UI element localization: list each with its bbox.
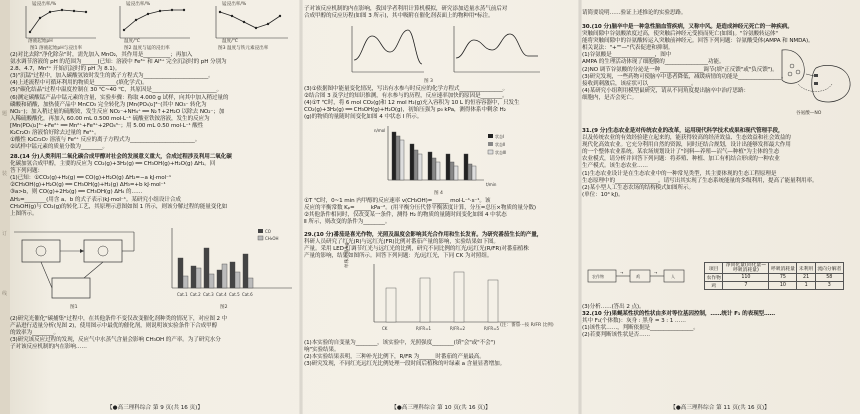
q28-part4: [304, 198, 578, 226]
tick-label: Cat.4: [216, 292, 227, 297]
text-line: (4)①T ℃时，将 6 mol CO₂(g)和 12 mol H₂(g)充入容积为 10 L 的恒容容器中，只发生: [304, 100, 520, 107]
text-line: 入稀硫酸酸化，再加入 60.00 mL 0.500 mol·L⁻¹ 硫酸亚铁铵溶液，发生的反应为: [10, 115, 210, 122]
bar: [204, 248, 209, 288]
text-line: (1)生态农业设计是在生态农业中的一种常见类型，其主要体现的生态工程原理是: [582, 170, 777, 177]
flow-arrow: →: [620, 270, 624, 275]
text-line: 答下列问题：: [10, 168, 43, 175]
energy-flow-table: [704, 262, 844, 290]
bar: [248, 278, 253, 288]
text-line: [Mn(PO₄)₂]³⁻+Fe²⁺ ══ Mn²⁺+Fe³⁺+2PO₄³⁻；用 5.00 mL 0.50 mol·L⁻¹ 酸性: [10, 122, 204, 129]
text-line: CO₂(g)+3H₂(g) ══ CH₃OH(g)+H₂O(g)，初始压强为 p₀ kPa，测得体系中剩余 H₂: [304, 107, 506, 114]
bar: [178, 258, 183, 288]
catalyst-bar-chart: [160, 224, 296, 304]
question-heading: 28.(14 分)人类利用二氧化碳合成甲醇对社会的发展意义重大，合成过程涉及利用二氧化碳: [10, 154, 232, 160]
bar: [222, 264, 227, 288]
axis-label: t/min: [486, 182, 497, 187]
text-line: (3)"沉锰"过程中，加入碳酸氢铵时发生的离子方程式为________________________。: [10, 73, 214, 80]
bar: [392, 132, 396, 180]
bar: [414, 150, 418, 180]
binding-label: 线: [2, 291, 8, 297]
page-footer: 【●高三理科综合 第 10 页(共 16 页)】: [391, 405, 491, 411]
figure-caption: 谷氨酸—NO: [796, 111, 822, 116]
text-line: (单位：10⁴ kJ)。: [582, 191, 624, 198]
legend-label: 状态Ⅱ: [495, 142, 505, 147]
text-line: 响"实验结果。: [304, 347, 340, 354]
tick-label: Cat.3: [203, 292, 214, 297]
tick-label: R/FR=2: [450, 326, 466, 331]
q29-questions: [304, 340, 578, 368]
binding-label: 装: [2, 171, 8, 177]
legend-label: CH₃OH: [265, 236, 279, 241]
bar: [454, 272, 464, 322]
table-row: [705, 274, 844, 282]
text-line: (2)研究光催化"碳捕集"过程中，在其他条件不变仅改变催化剂种类的情况下，对应图 2 中: [10, 316, 228, 322]
binding-label: 题: [2, 111, 8, 117]
text-line: 产量。采用 LED 灯调节红光与远红光的比例，研究不同比例的红光/远红光(R/FR)对番茄植株: [304, 246, 529, 253]
text-line: ②试样中锰元素的质量分数为________。: [10, 144, 108, 151]
text-line: 请简要说明……验证上述推论的实验思路。: [582, 10, 687, 16]
text-line: (2)若要判断该性状是否……: [582, 332, 651, 339]
bar: [217, 270, 222, 288]
page-footer: 【●高三理科综合 第 11 页(共 16 页)】: [670, 405, 770, 411]
bar: [196, 268, 201, 288]
text-line: (2)NO 调节谷氨酸的分泌是一种________________调节(填"正反馈"或"负反馈")。: [582, 66, 778, 73]
figure-caption: 图2: [220, 305, 228, 310]
text-line: (1)谷氨酸是________________，图中: [582, 52, 672, 59]
text-line: (g)的物质的量随时间变化如图 4 中状态 Ⅰ 所示。: [304, 114, 423, 121]
text-line: 细胞内，是否会死亡。: [582, 94, 637, 101]
tick-label: Cat.5: [229, 292, 240, 297]
flow-node: 农作物: [592, 274, 604, 279]
bar: [235, 272, 240, 288]
figure-caption: 图1 溶液起始pH与浸出率: [30, 46, 83, 51]
tick-label: CK: [382, 326, 388, 331]
axis-label: 溶液起始pH: [28, 39, 53, 44]
bar: [418, 154, 422, 180]
bar: [432, 158, 436, 180]
bar: [472, 166, 476, 180]
text-line: 现代化高效农业。它充分利用自然的资源，同时还结合规划，设计出能够发挥最大作用: [582, 142, 791, 149]
text-line: Ⅱ 所示，则改变的条件为________。: [304, 219, 391, 226]
text-line: 合成甲醇的反应历程(如图 3 所示)，其中吸附在催化剂表面上的物种用*标注。: [304, 13, 494, 20]
legend-label: 状态Ⅰ: [495, 134, 505, 139]
figure-caption: 图 4: [434, 191, 443, 196]
text-line: 的效率为________。: [10, 330, 60, 337]
table-cell: 10: [769, 282, 797, 290]
bar: [420, 278, 430, 322]
table-cell: 3: [815, 282, 843, 290]
bar: [446, 154, 450, 180]
q31-text: [582, 128, 858, 199]
bar: [450, 162, 454, 180]
figure-leaching-charts: [12, 2, 294, 50]
text-line: 科研人员研究了红光(R)与远红光(FR)比例对番茄产量的影响，实验结果如下图。: [304, 239, 499, 246]
text-line: 生产模式。该生态农业……: [582, 163, 648, 170]
table-header: 流向分解者: [815, 263, 843, 274]
bar: [230, 262, 235, 288]
text-line: ①T ℃时，0~1 min 内甲醇的反应速率 v(CH₃OH)=______ mol·L⁻¹·s⁻¹。该: [304, 198, 491, 204]
table-cell: 110: [723, 274, 769, 282]
axis-label: 锰浸出率/%: [32, 2, 57, 7]
text-line: NO₂⁻)；加入稍过量的硫酸铵，发生反应 NO₂⁻+NH₄⁺ ══ N₂↑+2H₂O 以除去 NO₂⁻；加: [10, 108, 225, 115]
page-gutter: [299, 0, 303, 414]
chart-1: [26, 6, 96, 38]
q28-continued: [10, 316, 300, 351]
bar: [400, 140, 404, 180]
table-header: 未利用: [797, 263, 815, 274]
text-line: (1)本实验的自变量为________，该实验中，光照强度________(填"会"或"不会"): [304, 340, 496, 346]
text-line: 磷酸和硝酸，加热使产品中 MnCO₃ 完全转化为 [Mn(PO₄)₂]³⁻(其中 NO₃⁻ 转化为: [10, 101, 207, 108]
text-line: (3)研究发现，不同红光远红光比例处理一段时间后植株的叶绿素 a 含量显著增加。: [304, 361, 506, 368]
text-line: ΔH₁=________(用含 a、b 的式子表示)kJ·mol⁻¹。某研究小组设计合成: [10, 196, 181, 203]
tick-label: R/FR=5: [484, 326, 500, 331]
text-line: (1)已知：①CO₂(g)+H₂(g) ══ CO(g)+H₂O(g) ΔH₂=−a kJ·mol⁻¹: [10, 175, 172, 182]
q28-part3: [304, 86, 578, 121]
legend-label: 状态Ⅲ: [495, 150, 506, 155]
text-line: 氨水调节溶液的 pH 的范围为______(已知：溶液中 Fe³⁺ 和 Al³⁺ 完全沉淀时的 pH 分别为: [10, 59, 227, 66]
text-line: ②CH₃OH(g)+H₂O(g) ══ CH₃OH(g)+H₂(g) ΔH₃=+b kJ·mol⁻¹: [10, 182, 166, 189]
text-line: 化碳加氢合成甲醇，主要的反应为 CO₂(g)+3H₂(g) ══ CH₃OH(g)+H₂O(g) ΔH₁。回: [10, 161, 216, 168]
text-line: (2)本实验结果表明，三种补光比例下，R/FR 为______时番茄的产量最高。: [304, 354, 485, 361]
figure-caption: 图1: [70, 305, 78, 310]
question-heading: 30.(10 分)脑卒中是一种急性脑血管疾病，又称中风。是造成神经元死亡的一种疾病。: [582, 24, 793, 30]
page-9: [10, 0, 300, 414]
text-line: K₂Cr₂O₇ 溶液恰好除去过量的 Fe²⁺。: [10, 130, 100, 137]
text-line: 子对该反应机制的内在影响，我国学者利用计算机模拟，研究添加适量水蒸气前后对: [304, 6, 508, 12]
text-line: 以及传统农业的有效经验建立起来的，能获得较高的经济效益、生态效益和社会效益的: [582, 135, 791, 142]
axis-label: 单株产量/kg: [345, 242, 350, 268]
flow-node: 鸡: [636, 274, 640, 279]
table-cell: 农作物: [705, 274, 723, 282]
question-heading: 32.(10 分)果蝇某性状的性状由多对等位基因控制，……统计 F₁ 的表现型……: [582, 311, 776, 318]
q29-continued: [582, 10, 858, 17]
binding-label: 订: [2, 231, 8, 237]
text-line: ①酸性 K₂Cr₂O₇ 溶液与 Fe²⁺ 反应的离子方程式为________________________。: [10, 137, 201, 144]
chart-2: [120, 6, 190, 38]
text-line: CH₃OH(g)与 CO₂(g)的转化工艺，其原理示意图如图 1 所示，则该分解过程的能量变化如: [10, 203, 228, 210]
axis-label: 锰浸出率/%: [126, 2, 151, 7]
figure-caption: 图2 温度与锰的浸出率: [124, 46, 170, 51]
axis-label: 温度/℃: [124, 39, 140, 44]
page-10: [304, 0, 578, 414]
table-header: 净同化量(同化量—呼吸消耗量): [723, 263, 769, 274]
text-line: 产量的影响，结果如图所示。回答下列问题：光/远红光，下同 CK 为对照组。: [304, 253, 493, 260]
text-line: (3)研究发现，一些药物可使脑卒中患者降低，减缓病情的功能是________________。: [582, 73, 787, 80]
text-line: (1)该性状……，判断依据是________________。: [582, 325, 699, 332]
text-line: (6)测定碳酸锰产品中锰元素的含量，实验步骤：称取 4.000 g 试样，向其中加入稍过量的: [10, 94, 229, 101]
bar: [209, 274, 214, 288]
page-footer: 【●高三理科综合 第 9 页(共 16 页)】: [107, 405, 203, 411]
text-line: ②结合图 3 及学过的知识推测，有水参与的历程，反应速率加快的原因是________。: [304, 93, 508, 100]
bar: [436, 162, 440, 180]
chart-note: (注：番茄···按 R/FR 比例): [500, 323, 554, 328]
text-line: ②其他条件相同时，仅改变某一条件，测得 H₂ 的物质的量随时间变化如图 4 中状态: [304, 212, 507, 219]
text-line: (2)某小型人工生态农场的结构模式如图所示。: [582, 184, 695, 191]
bar: [191, 266, 196, 288]
text-line: 的一个整体农业系统。某农场规划设计了"饲料—养殖—沼气—种植"为主体的生态: [582, 149, 780, 156]
figure-caption: 图3 温度与铁元素浸出率: [218, 46, 269, 51]
bar: [410, 144, 414, 180]
axis-label: n/mol: [374, 128, 386, 133]
q27-continued-text: [10, 52, 300, 151]
text-line: 产品进行适量分析(见图 2)，使用图示中最优的催化剂，则说明该实验条件下合成甲醇: [10, 323, 218, 330]
text-line: 子对该反应机制的内在影响……: [10, 344, 87, 351]
q31-q32-text: [582, 304, 858, 339]
table-header: 呼吸消耗量: [769, 263, 797, 274]
text-line: (3)研究该反应过程的发现，反应气中水蒸气含量会影响 CH₃OH 的产率。为了研究水分: [10, 337, 221, 344]
bar: [488, 280, 498, 322]
bar: [464, 154, 468, 180]
table-header: 项目: [705, 263, 723, 274]
energy-profile-diagram: [344, 22, 544, 78]
q30-text: [582, 24, 814, 102]
text-line: 接收到刺激后，该症状可以________________。: [582, 80, 697, 87]
process-diagram: [14, 222, 154, 308]
bar: [243, 254, 248, 288]
chart-3: [216, 6, 288, 38]
table-cell: 1: [797, 282, 815, 290]
tick-label: Cat.6: [242, 292, 253, 297]
bar: [386, 288, 396, 322]
hydrogen-amount-chart: [374, 124, 524, 190]
food-chain-diagram: [586, 264, 696, 288]
table-cell: 7: [723, 282, 769, 290]
flow-arrow: →: [654, 270, 658, 275]
table-cell: 75: [769, 274, 797, 282]
table-cell: 鸡: [705, 282, 723, 290]
synapse-diagram: [776, 44, 856, 110]
text-line: 2.8、4.7，Mn²⁺ 开始沉淀时的 pH 为 8.1)。: [10, 66, 121, 73]
figure-caption: 图 3: [424, 79, 433, 84]
bar: [183, 276, 188, 288]
table-row: [705, 282, 844, 290]
question-heading: 31.(9 分)生态农业是对传统农业的改革，运用现代科学技术成果和现代管理手段，: [582, 128, 784, 134]
text-line: 能将突触间隙中的谷氨酸转运入突触前神经元。回答下列问题：谷氨酸受体(AMPA 和 NMDA)。: [582, 38, 814, 45]
tick-label: Cat.2: [190, 292, 201, 297]
text-line: (4)上述流程中可循环利用的物质是________(填化学式)。: [10, 80, 148, 87]
axis-label: 温度/℃: [222, 39, 238, 44]
bar: [396, 136, 400, 180]
bar: [454, 166, 458, 180]
text-line: 其中 F₁(个体数)：灰身 : 黑身 = 3 : 1 ……: [582, 318, 686, 325]
text-line: 突触间隙中谷氨酸浓度过高，使突触后神经元受损而死亡(如图)。"谷氨酸转运体": [582, 31, 778, 38]
table-cell: 21: [797, 274, 815, 282]
text-line: (3)①依据图中能量变化情况，写出有水参与时反应的化学方程式________________。: [304, 86, 509, 92]
text-line: (2)对比去除"净化除杂"时，需先加入 MnO₂，其作用是__________；再加入: [10, 52, 193, 58]
text-line: AMPA 的生理活动体现了细胞膜的________________功能。: [582, 59, 725, 66]
text-line: 农业模式，请分析并回答下列问题：将养殖、种植、加工有机结合形成的一种农业: [582, 156, 780, 163]
text-line: 生态原理中的________________。请写出其实现了生态系统能量的多级利用，提高了能量利用率。: [582, 177, 818, 184]
bar: [428, 152, 432, 180]
text-line: 上图所示。: [10, 210, 38, 217]
q28-text: [10, 154, 300, 218]
text-line: 相关说法："+""—"代表促进和抑制。: [582, 45, 674, 52]
flow-node: 人: [671, 274, 675, 279]
text-line: (5)"碳化结晶"过程中温度控制在 30 ℃~40 ℃，其原因是________________________。: [10, 87, 223, 94]
table-cell: 58: [815, 274, 843, 282]
page-11: [582, 0, 858, 414]
question-heading: 29.(10 分)番茄是喜光作物，光照及温度会影响其光合作用和生长发育。为研究番茄生长的产量，: [304, 232, 543, 238]
axis-label: 锰浸出率/%: [222, 2, 247, 7]
tick-label: R/FR=1: [416, 326, 432, 331]
text-line: 反应的平衡常数 Kₚ=______kPa⁻²。(用平衡分压代替平衡浓度计算，分压=总压×物质的量分数): [304, 205, 536, 212]
text-line: (3)分析……(答出 2 点)。: [582, 304, 645, 310]
bar: [468, 164, 472, 180]
text-line: ③a>b，则 CO(g)+2H₂(g) ══ CH₃OH(g) ΔH₄ 的……: [10, 189, 143, 196]
text-line: (4)某研究小组利用模型鼠研究，请从不同角度提出脑卒中治疗思路：: [582, 87, 749, 94]
q28-continued-text: [304, 6, 578, 20]
legend-label: CO: [265, 229, 271, 234]
binding-margin: [0, 0, 10, 414]
tick-label: Cat.1: [177, 292, 188, 297]
